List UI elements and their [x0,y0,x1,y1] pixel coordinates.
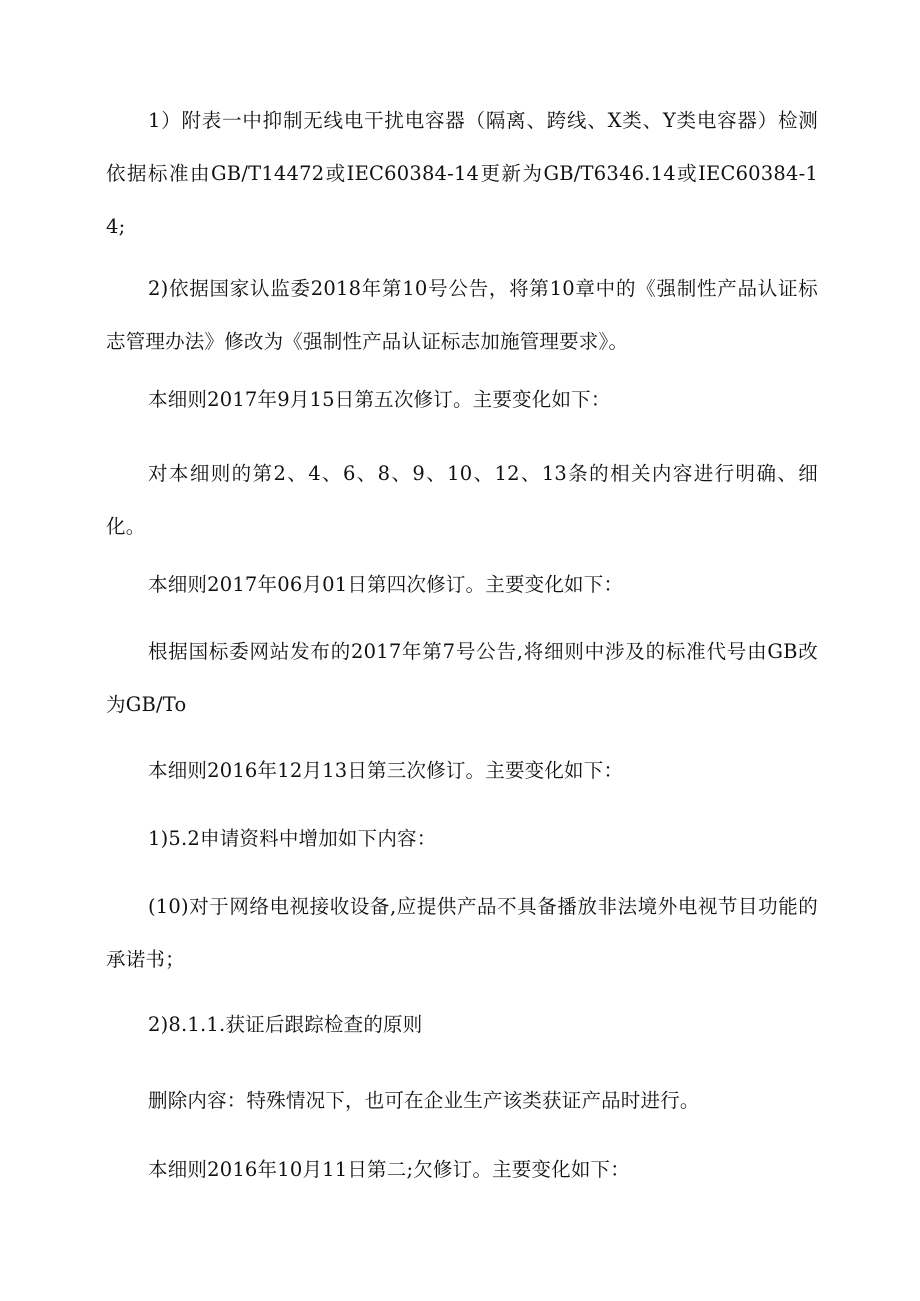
paragraph-certification-mark-change: 2)依据国家认监委2018年第10号公告，将第10章中的《强制性产品认证标志管理办法》修改为《强制性产品认证标志加施管理要求》。 [106,277,818,353]
paragraph-clarify-articles: 对本细则的第2、4、6、8、9、10、12、13条的相关内容进行明确、细化。 [106,462,818,538]
paragraph-application-materials: 1)5.2申请资料中增加如下内容： [148,827,437,850]
paragraph-standard-code-change: 根据国标委网站发布的2017年第7号公告,将细则中涉及的标准代号由GB改为GB/To [106,640,818,716]
paragraph-follow-up-inspection: 2)8.1.1.获证后跟踪检查的原则 [148,1013,423,1036]
paragraph-fourth-revision: 本细则2017年06月01日第四次修订。主要变化如下： [148,573,624,596]
paragraph-deleted-content: 删除内容：特殊情况下，也可在企业生产该类获证产品时进行。 [148,1089,700,1112]
paragraph-third-revision: 本细则2016年12月13日第三次修订。主要变化如下： [148,759,624,782]
paragraph-capacitor-standard-update: 1）附表一中抑制无线电干扰电容器（隔离、跨线、X类、Y类电容器）检测依据标准由GB/T14472或IEC60384-14更新为GB/T6346.14或IEC60384-14; [106,109,818,238]
paragraph-network-tv-commitment: (10)对于网络电视接收设备,应提供产品不具备播放非法境外电视节目功能的承诺书； [106,895,818,971]
paragraph-second-revision: 本细则2016年10月11日第二;欠修订。主要变化如下： [148,1158,630,1181]
paragraph-fifth-revision: 本细则2017年9月15日第五次修订。主要变化如下： [148,388,611,411]
